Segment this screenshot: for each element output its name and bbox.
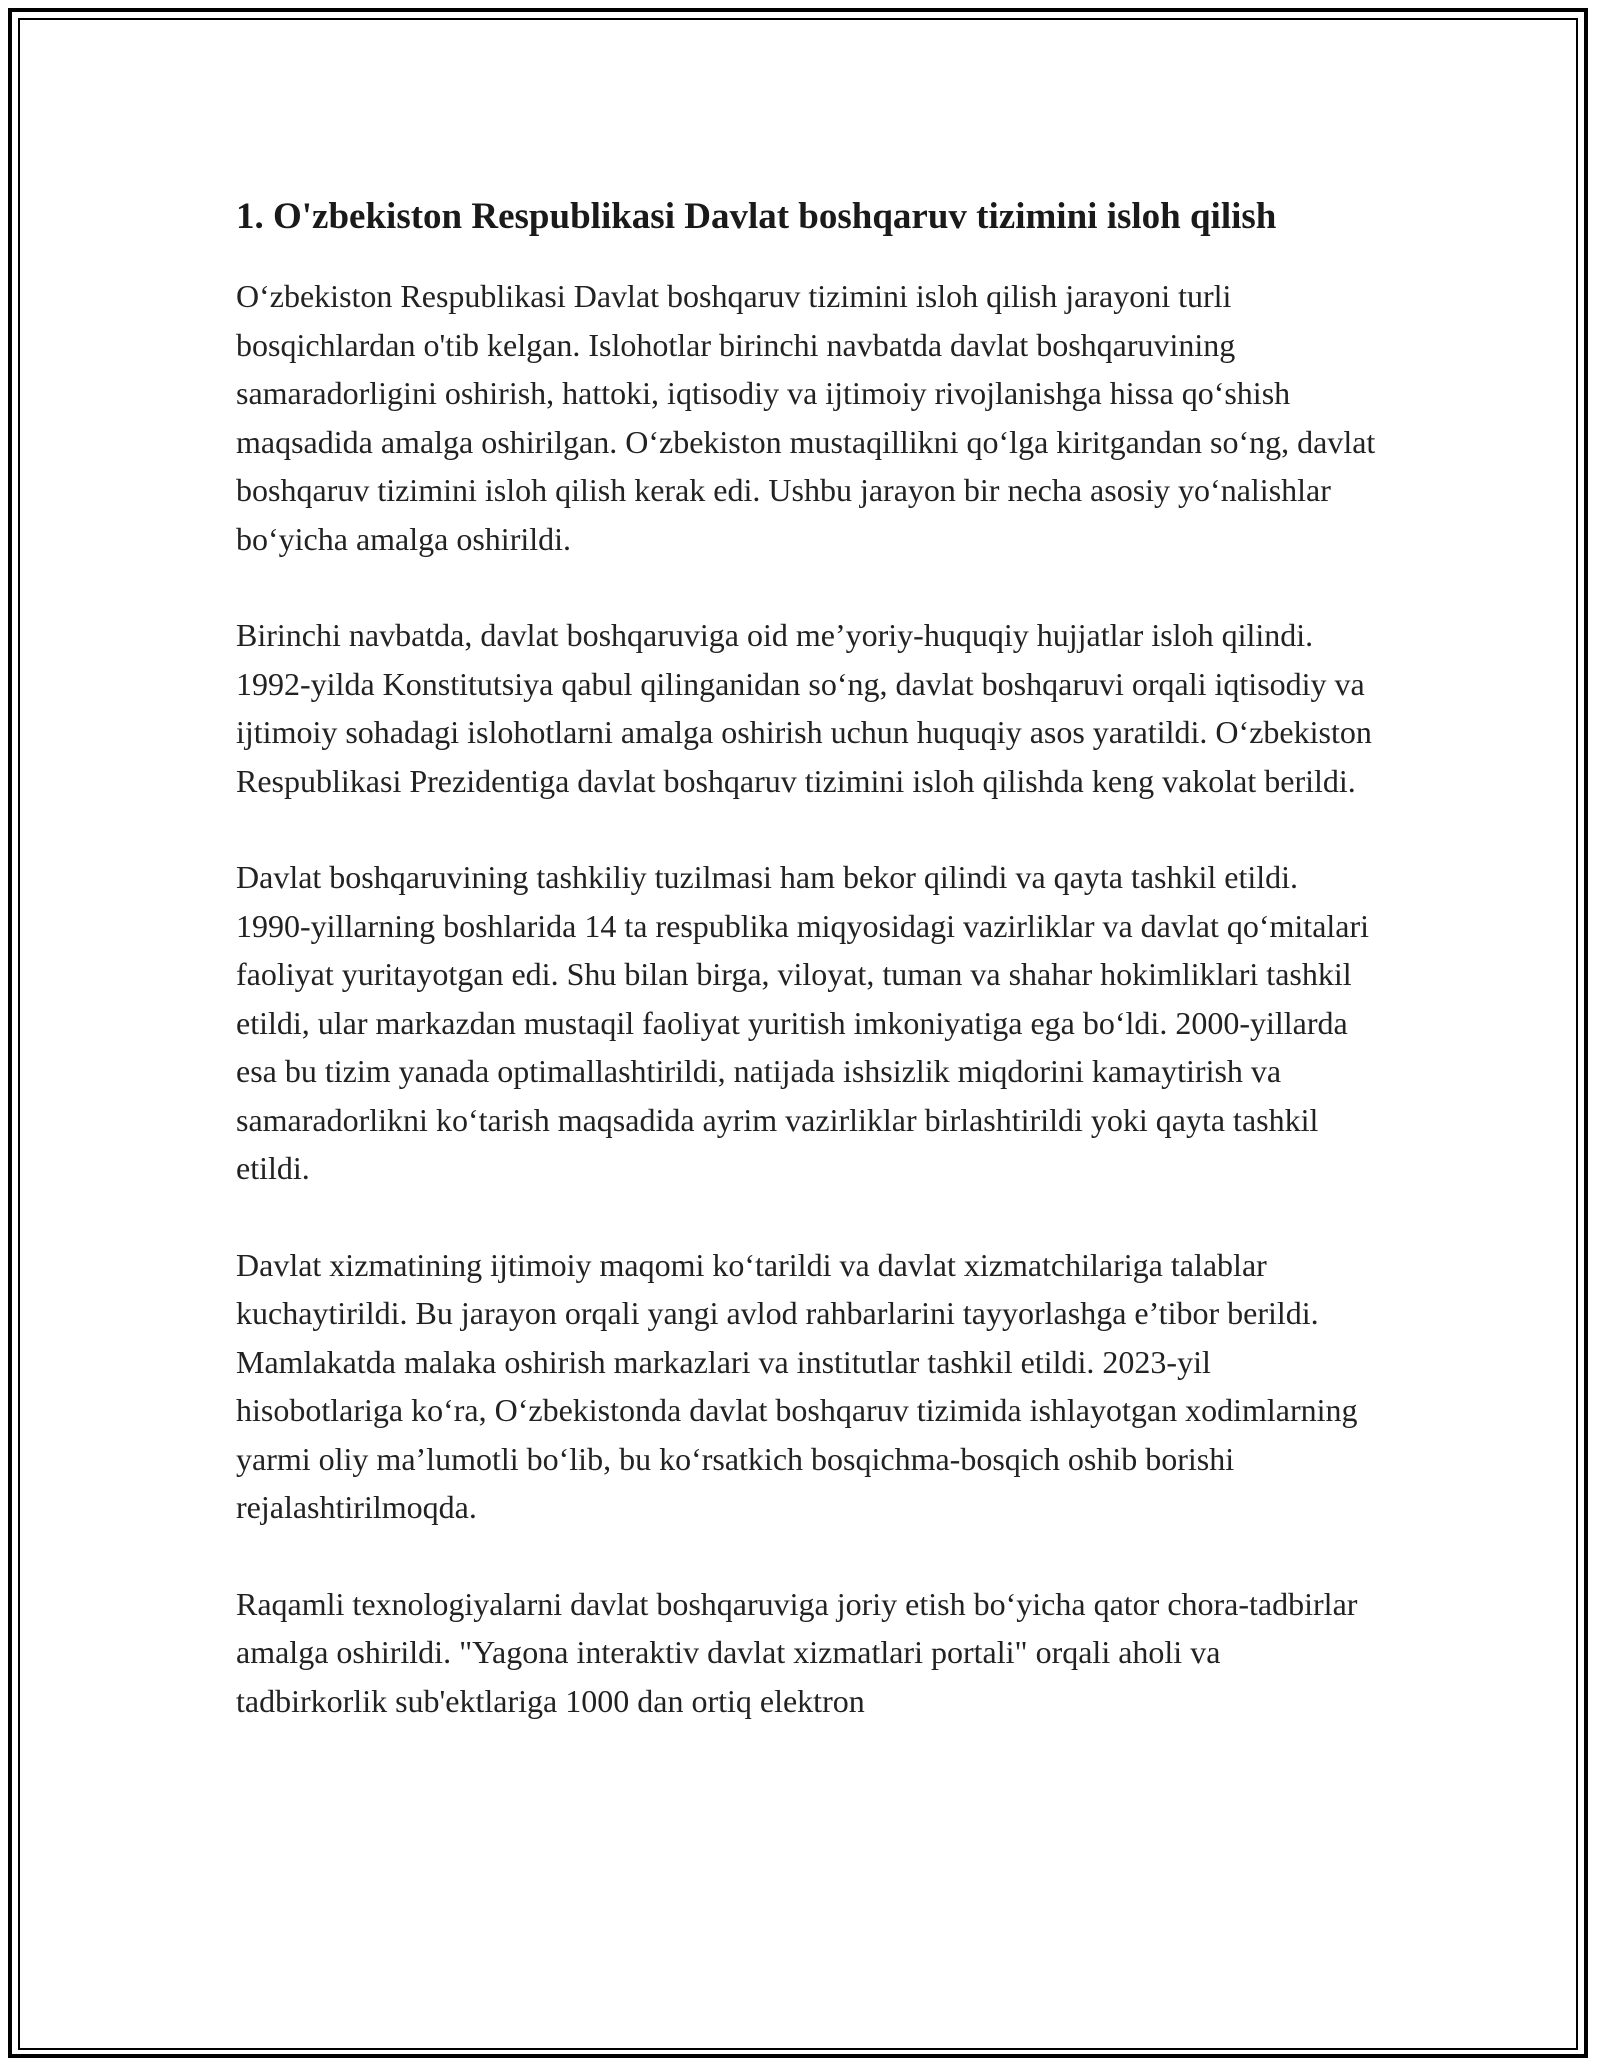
paragraph-4: Davlat xizmatining ijtimoiy maqomi ko‘tarildi va davlat xizmatchilariga talablar kuchaytirildi. Bu jarayon orqali yangi avlod rahbarlarini tayyorlashga e’tibor berildi. Mamlakatda malaka oshirish markazlari va institutlar tashkil etildi. 2023-yil hisobotlariga ko‘ra, O‘zbekistonda davlat boshqaruv tizimida ishlayotgan xodimlarning yarmi oliy ma’lumotli bo‘lib, bu ko‘rsatkich bosqichma-bosqich oshib borishi rejalashtirilmoqda. xyxy=(236,1246,1358,1525)
paragraph-2: Birinchi navbatda, davlat boshqaruviga oid me’yoriy-huquqiy hujjatlar isloh qilindi. 1992-yilda Konstitutsiya qabul qilinganidan so‘ng, davlat boshqaruvi orqali iqtisodiy va ijtimoiy sohadagi islohotlarni amalga oshirish uchun huquqiy asos yaratildi. O‘zbekiston Respublikasi Prezidentiga davlat boshqaruv tizimini isloh qilishda keng vakolat berildi. xyxy=(236,617,1372,799)
paragraph-1: O‘zbekiston Respublikasi Davlat boshqaruv tizimini isloh qilish jarayoni turli bosqichlardan o'tib kelgan. Islohotlar birinchi navbatda davlat boshqaruvining samaradorligini oshirish, hattoki, iqtisodiy va ijtimoiy rivojlanishga hissa qo‘shish maqsadida amalga oshirilgan. O‘zbekiston mustaqillikni qo‘lga kiritgandan so‘ng, davlat boshqaruv tizimini isloh qilish kerak edi. Ushbu jarayon bir necha asosiy yo‘nalishlar bo‘yicha amalga oshirildi. xyxy=(236,278,1376,557)
document-body xyxy=(236,190,1376,1773)
section-heading: 1. O'zbekiston Respublikasi Davlat boshqaruv tizimini isloh qilish xyxy=(236,196,1277,237)
paragraph-5: Raqamli texnologiyalarni davlat boshqaruviga joriy etish bo‘yicha qator chora-tadbirlar amalga oshirildi. "Yagona interaktiv davlat xizmatlari portali" orqali aholi va tadbirkorlik sub'ektlariga 1000 dan ortiq elektron xyxy=(236,1585,1358,1719)
paragraph-3: Davlat boshqaruvining tashkiliy tuzilmasi ham bekor qilindi va qayta tashkil etildi. 1990-yillarning boshlarida 14 ta respublika miqyosidagi vazirliklar va davlat qo‘mitalari faoliyat yuritayotgan edi. Shu bilan birga, viloyat, tuman va shahar hokimliklari tashkil etildi, ular markazdan mustaqil faoliyat yuritish imkoniyatiga ega bo‘ldi. 2000-yillarda esa bu tizim yanada optimallashtirildi, natijada ishsizlik miqdorini kamaytirish va samaradorlikni ko‘tarish maqsadida ayrim vazirliklar birlashtirildi yoki qayta tashkil etildi. xyxy=(236,859,1370,1186)
